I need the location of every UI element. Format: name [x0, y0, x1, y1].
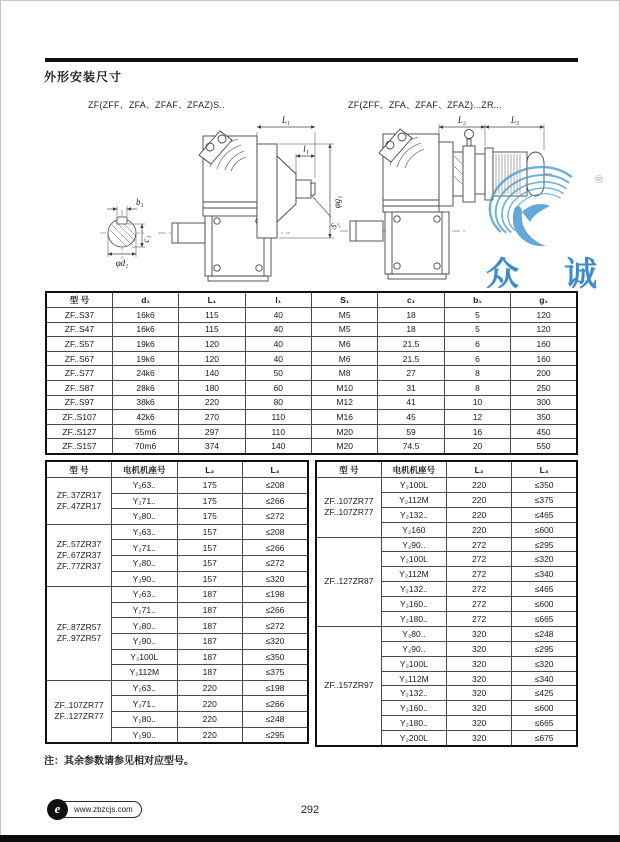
table-cell: 6 [444, 351, 510, 366]
table-cell: ZF..S77 [46, 366, 112, 381]
table-cell: 180 [179, 380, 245, 395]
model-group-label: ZF..127ZR87 [316, 537, 381, 626]
col-header-L2: L₂ [177, 461, 243, 478]
table-cell: ZF..S47 [46, 322, 112, 337]
table-cell: 18 [378, 322, 444, 337]
table-cell: M6 [312, 337, 378, 352]
footnote: 注：其余参数请参见相对应型号。 [44, 756, 194, 767]
table-cell: 187 [177, 649, 243, 665]
table-cell: ≤295 [512, 641, 577, 656]
table-cell: ≤600 [512, 597, 577, 612]
table-row [316, 626, 577, 641]
table-cell: Y₂112M [381, 492, 446, 507]
table-cell: Y₂63.. [112, 680, 178, 696]
table-cell: Y₂112M [381, 671, 446, 686]
table-cell: 272 [447, 567, 512, 582]
table-row [46, 410, 577, 425]
table-cell: Y₂180.. [381, 612, 446, 627]
table-cell: 300 [511, 395, 577, 410]
model-group-label: ZF..107ZR77 ZF..107ZR77 [316, 478, 381, 538]
table-cell: ≤320 [512, 656, 577, 671]
dim-label-b1: b₁ [136, 197, 144, 207]
model-group-label: ZF..107ZR77 ZF..127ZR77 [46, 680, 112, 743]
table-cell: 272 [447, 582, 512, 597]
table-cell: ≤675 [512, 731, 577, 746]
table-cell: ZF..S97 [46, 395, 112, 410]
table-cell: 272 [447, 537, 512, 552]
table-row [46, 587, 308, 603]
table-cell: M20 [312, 439, 378, 454]
table-cell: Y₂90.. [112, 633, 178, 649]
table-cell: 157 [177, 524, 243, 540]
table-cell: M12 [312, 395, 378, 410]
table-row [46, 395, 577, 410]
table-cell: 8 [444, 380, 510, 395]
table-cell: 175 [177, 509, 243, 525]
table-cell: ≤208 [243, 478, 309, 494]
table-cell: Y₂90.. [112, 727, 178, 743]
table-cell: 5 [444, 322, 510, 337]
table-cell: ≤272 [243, 509, 309, 525]
table-cell: 270 [179, 410, 245, 425]
table-cell: Y₂200L [381, 731, 446, 746]
table-cell: 320 [447, 641, 512, 656]
table-row [46, 424, 577, 439]
table-cell: Y₂71.. [112, 696, 178, 712]
table-cell: Y₂71.. [112, 540, 178, 556]
table-cell: 187 [177, 633, 243, 649]
table-cell: ≤425 [512, 686, 577, 701]
table-cell: 220 [447, 522, 512, 537]
table-cell: 350 [511, 410, 577, 425]
table-cell: 157 [177, 555, 243, 571]
table-cell: ≤266 [243, 493, 309, 509]
table-cell: Y₂71.. [112, 493, 178, 509]
table-row [46, 380, 577, 395]
table-cell: 320 [447, 671, 512, 686]
table-cell: Y₂180.. [381, 716, 446, 731]
table-cell: 250 [511, 380, 577, 395]
table-cell: ≤248 [243, 711, 309, 727]
table-cell: ≤665 [512, 612, 577, 627]
dim-label-L3: L₃ [510, 115, 520, 125]
table-cell: 40 [245, 322, 311, 337]
model-group-label: ZF..37ZR17 ZF..47ZR17 [46, 478, 112, 525]
table-cell: 140 [245, 439, 311, 454]
table-cell: 200 [511, 366, 577, 381]
table-cell: Y₂160.. [381, 701, 446, 716]
table-cell: ≤340 [512, 567, 577, 582]
table-cell: 220 [447, 492, 512, 507]
shaft-section-detail [100, 206, 145, 259]
table-cell: Y₂100L [112, 649, 178, 665]
table-cell: 272 [447, 552, 512, 567]
table-cell: 272 [447, 612, 512, 627]
table-cell: Y₂100L [381, 552, 446, 567]
col-header-motor-frame: 电机机座号 [381, 461, 446, 478]
table-row [46, 322, 577, 337]
table-cell: Y₂80.. [112, 711, 178, 727]
table-cell: ≤266 [243, 696, 309, 712]
col-header-L3: L₃ [512, 461, 577, 478]
table-cell: Y₂63.. [112, 478, 178, 494]
table-cell: M5 [312, 308, 378, 323]
table-cell: 157 [177, 540, 243, 556]
table-cell: 40 [245, 351, 311, 366]
table-cell: Y₂100L [381, 656, 446, 671]
table-cell: ZF..S87 [46, 380, 112, 395]
table-cell: 60 [245, 380, 311, 395]
table-cell: ZF..S127 [46, 424, 112, 439]
drawing-label-s-series: ZF(ZFF、ZFA、ZFAF、ZFAZ)S.. [88, 100, 225, 110]
table-cell: 21.5 [378, 351, 444, 366]
page-title: 外形安装尺寸 [44, 70, 123, 84]
table-cell: 297 [179, 424, 245, 439]
col-header-L2: L₂ [447, 461, 512, 478]
table-cell: 16k6 [112, 322, 178, 337]
table-cell: 20 [444, 439, 510, 454]
table-cell: 220 [447, 478, 512, 493]
table-cell: Y₂80.. [112, 555, 178, 571]
dim-label-S2: S₂ [328, 218, 341, 232]
page-number: 292 [300, 804, 320, 816]
table-cell: ≤465 [512, 507, 577, 522]
table-cell: ≤375 [243, 665, 309, 681]
gearbox-drawing-zr [340, 124, 552, 279]
motor-frame-table-right [315, 460, 578, 747]
table-cell: 160 [511, 337, 577, 352]
table-cell: 70m6 [112, 439, 178, 454]
col-header-d1: d₁ [112, 292, 178, 308]
table-cell: ZF..S157 [46, 439, 112, 454]
col-header-model: 型 号 [46, 292, 112, 308]
table-cell: 45 [378, 410, 444, 425]
table-cell: ≤266 [243, 540, 309, 556]
table-row [46, 351, 577, 366]
table-cell: ≤295 [243, 727, 309, 743]
table-cell: 120 [179, 351, 245, 366]
table-row [46, 478, 308, 494]
table-cell: 40 [245, 308, 311, 323]
table-cell: ≤665 [512, 716, 577, 731]
table-cell: 12 [444, 410, 510, 425]
table-cell: ≤248 [512, 626, 577, 641]
table-cell: Y₂80.. [381, 626, 446, 641]
table-cell: 115 [179, 322, 245, 337]
header-row [46, 461, 308, 478]
table-cell: Y₂80.. [112, 509, 178, 525]
table-cell: Y₂90.. [112, 571, 178, 587]
table-cell: ≤320 [512, 552, 577, 567]
col-header-c1: c₁ [378, 292, 444, 308]
motor-frame-table-left [45, 460, 309, 744]
table-cell: Y₂71.. [112, 602, 178, 618]
table-cell: ≤295 [512, 537, 577, 552]
table-cell: 187 [177, 587, 243, 603]
table-cell: 175 [177, 493, 243, 509]
table-cell: Y₂63.. [112, 587, 178, 603]
table-cell: 320 [447, 686, 512, 701]
table-cell: 374 [179, 439, 245, 454]
table-cell: 59 [378, 424, 444, 439]
table-cell: ≤320 [243, 633, 309, 649]
table-cell: ≤340 [512, 671, 577, 686]
table-cell: ≤350 [243, 649, 309, 665]
table-cell: Y₂160 [381, 522, 446, 537]
table-cell: 320 [447, 701, 512, 716]
table-cell: 19k6 [112, 351, 178, 366]
table-cell: 320 [447, 656, 512, 671]
table-cell: Y₂132.. [381, 686, 446, 701]
website-url: www.zbzcjs.com [57, 801, 142, 818]
table-cell: 110 [245, 410, 311, 425]
col-header-S1: S₁ [312, 292, 378, 308]
table-cell: 8 [444, 366, 510, 381]
table-cell: 38k6 [112, 395, 178, 410]
table-cell: Y₂100L [381, 478, 446, 493]
table-row [46, 366, 577, 381]
table-cell: 220 [177, 680, 243, 696]
table-cell: 220 [177, 696, 243, 712]
table-cell: 18 [378, 308, 444, 323]
table-row [46, 680, 308, 696]
table-cell: ≤272 [243, 555, 309, 571]
table-cell: 187 [177, 602, 243, 618]
dim-label-L1: L₁ [281, 115, 291, 125]
table-cell: Y₂112M [381, 567, 446, 582]
table-cell: 157 [177, 571, 243, 587]
table-row [46, 524, 308, 540]
dim-label-l1: l₁ [303, 144, 309, 154]
dim-label-d1: φd₁ [115, 258, 129, 268]
table-cell: M6 [312, 351, 378, 366]
table-cell: 320 [447, 716, 512, 731]
table-cell: 220 [447, 507, 512, 522]
table-cell: ≤198 [243, 587, 309, 603]
table-cell: 31 [378, 380, 444, 395]
model-group-label: ZF..87ZR57 ZF..97ZR57 [46, 587, 112, 681]
dim-label-g1: φg₁ [332, 195, 342, 209]
table-cell: M5 [312, 322, 378, 337]
table-cell: Y₂90.. [381, 641, 446, 656]
table-cell: 21.5 [378, 337, 444, 352]
model-group-label: ZF..57ZR37 ZF..67ZR37 ZF..77ZR37 [46, 524, 112, 586]
table-cell: 27 [378, 366, 444, 381]
table-cell: 220 [177, 727, 243, 743]
table-row [46, 337, 577, 352]
table-row [46, 439, 577, 454]
col-header-model: 型 号 [316, 461, 381, 478]
header-row [316, 461, 577, 478]
table-cell: 120 [511, 322, 577, 337]
col-header-b1: b₁ [444, 292, 510, 308]
col-header-l1: l₁ [245, 292, 311, 308]
table-cell: 320 [447, 731, 512, 746]
table-cell: Y₂112M [112, 665, 178, 681]
table-cell: Y₂80.. [112, 618, 178, 634]
table-cell: 80 [245, 395, 311, 410]
col-header-model: 型 号 [46, 461, 112, 478]
dim-label-L2: L₂ [457, 115, 467, 125]
table-cell: 160 [511, 351, 577, 366]
table-cell: ≤465 [512, 582, 577, 597]
table-cell: 50 [245, 366, 311, 381]
table-cell: Y₂63.. [112, 524, 178, 540]
registered-trademark-icon: ® [595, 174, 604, 186]
table-cell: 5 [444, 308, 510, 323]
table-cell: 120 [511, 308, 577, 323]
table-row [316, 478, 577, 493]
table-cell: 450 [511, 424, 577, 439]
table-cell: ≤320 [243, 571, 309, 587]
table-cell: ZF..S37 [46, 308, 112, 323]
table-cell: Y₂160.. [381, 597, 446, 612]
table-cell: M10 [312, 380, 378, 395]
footer-website-badge [47, 799, 143, 820]
company-e-logo-icon: e [47, 799, 68, 820]
table-cell: 40 [245, 337, 311, 352]
table-cell: ≤198 [243, 680, 309, 696]
table-cell: ZF..S107 [46, 410, 112, 425]
model-group-label: ZF..157ZR97 [316, 626, 381, 746]
col-header-g1: g₁ [511, 292, 577, 308]
table-cell: 16 [444, 424, 510, 439]
table-cell: ≤350 [512, 478, 577, 493]
table-cell: 10 [444, 395, 510, 410]
table-cell: 28k6 [112, 380, 178, 395]
col-header-motor-frame: 电机机座号 [112, 461, 178, 478]
table-cell: M16 [312, 410, 378, 425]
table-cell: 16k6 [112, 308, 178, 323]
table-cell: 24k6 [112, 366, 178, 381]
table-cell: ≤600 [512, 522, 577, 537]
header-row [46, 292, 577, 308]
zhongcheng-watermark-text: 众 诚 [486, 255, 616, 292]
table-cell: ≤600 [512, 701, 577, 716]
main-dimension-table [45, 291, 578, 455]
table-cell: 187 [177, 618, 243, 634]
table-cell: 550 [511, 439, 577, 454]
table-cell: Y₂90.. [381, 537, 446, 552]
table-cell: 19k6 [112, 337, 178, 352]
table-cell: ≤272 [243, 618, 309, 634]
table-cell: M20 [312, 424, 378, 439]
table-cell: 74.5 [378, 439, 444, 454]
table-cell: 42k6 [112, 410, 178, 425]
table-cell: 55m6 [112, 424, 178, 439]
table-cell: 110 [245, 424, 311, 439]
dim-label-c1: c₁ [141, 235, 151, 243]
table-cell: Y₂132.. [381, 582, 446, 597]
technical-drawings [40, 106, 580, 288]
table-cell: ≤208 [243, 524, 309, 540]
table-cell: 115 [179, 308, 245, 323]
table-row [316, 537, 577, 552]
table-cell: 220 [179, 395, 245, 410]
table-cell: 272 [447, 597, 512, 612]
table-cell: 320 [447, 626, 512, 641]
col-header-L1: L₁ [179, 292, 245, 308]
bottom-edge-strip [0, 835, 620, 842]
top-rule [45, 58, 578, 62]
table-cell: 187 [177, 665, 243, 681]
table-cell: ≤375 [512, 492, 577, 507]
table-cell: 6 [444, 337, 510, 352]
table-cell: Y₂132.. [381, 507, 446, 522]
drawing-label-zr-series: ZF(ZFF、ZFA、ZFAF、ZFAZ)...ZR... [348, 100, 502, 110]
col-header-L3: L₃ [243, 461, 309, 478]
table-cell: 140 [179, 366, 245, 381]
table-cell: 120 [179, 337, 245, 352]
table-cell: 175 [177, 478, 243, 494]
table-cell: ≤266 [243, 602, 309, 618]
table-cell: ZF..S57 [46, 337, 112, 352]
table-cell: M8 [312, 366, 378, 381]
table-cell: ZF..S67 [46, 351, 112, 366]
table-row [46, 308, 577, 323]
table-cell: 41 [378, 395, 444, 410]
table-cell: 220 [177, 711, 243, 727]
